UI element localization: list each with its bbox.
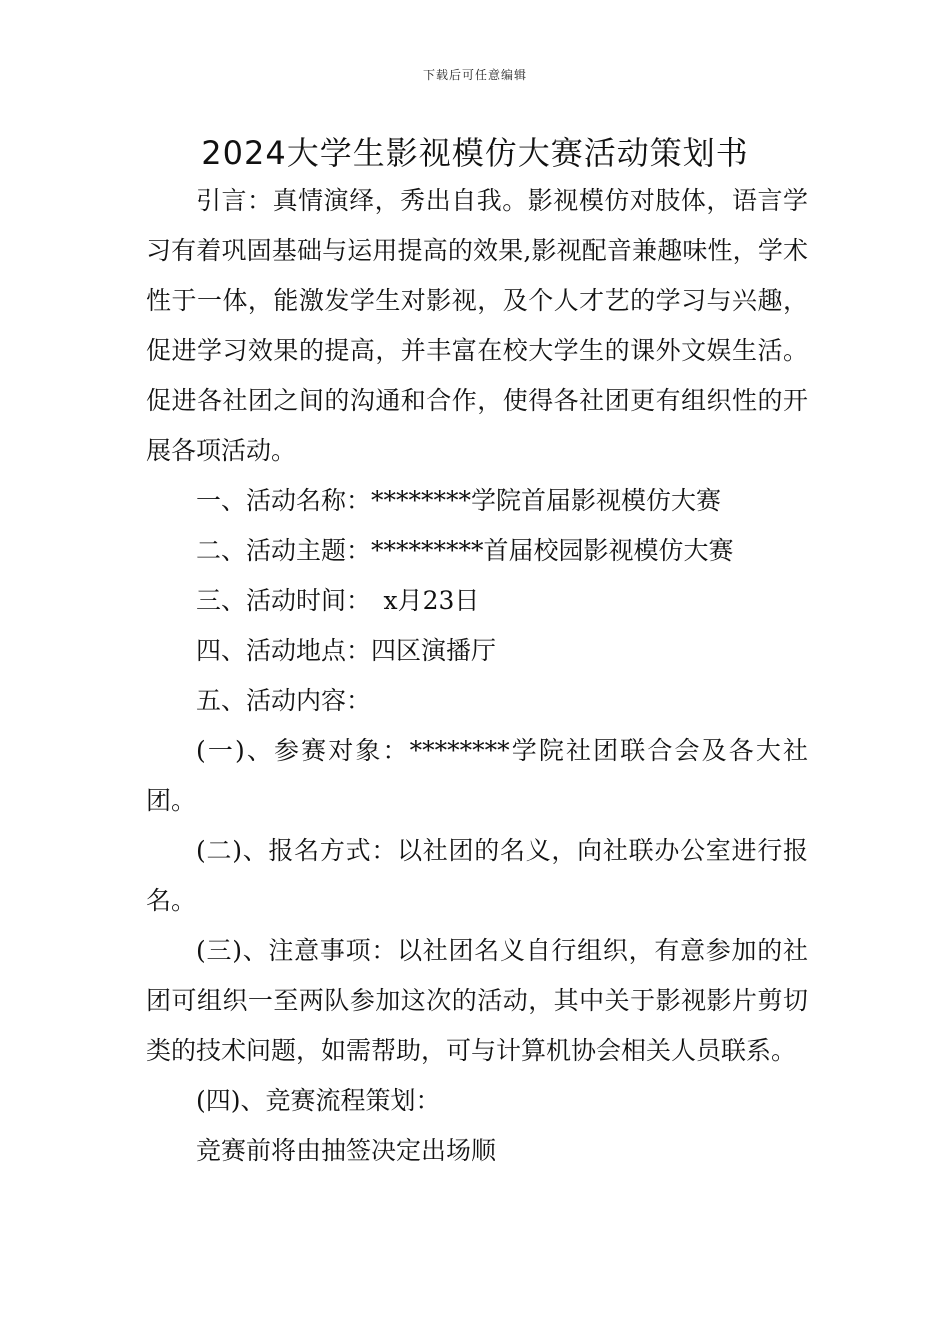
intro-paragraph: 引言：真情演绎，秀出自我。影视模仿对肢体，语言学习有着巩固基础与运用提高的效果,影视配音兼趣味性，学术性于一体，能激发学生对影视，及个人才艺的学习与兴趣，促进学习效果的提高，并丰富在校大学生的课外文娱生活。促进各社团之间的沟通和合作，使得各社团更有组织性的开展各项活动。 xyxy=(146,186,808,465)
item-activity-theme: 二、活动主题：*********首届校园影视模仿大赛 xyxy=(196,536,734,565)
sub-item-process: (四)、竞赛流程策划： xyxy=(196,1086,441,1115)
sub-item-participants: (一)、参赛对象：********学院社团联合会及各大社团。 xyxy=(146,736,808,815)
header-note: 下载后可任意编辑 xyxy=(422,68,527,82)
item-activity-time: 三、活动时间： x月23日 xyxy=(196,586,480,615)
document-title: 2024大学生影视模仿大赛活动策划书 xyxy=(201,134,749,172)
item-activity-location: 四、活动地点：四区演播厅 xyxy=(196,636,497,665)
item-activity-content: 五、活动内容： xyxy=(196,686,372,715)
closing-line: 竞赛前将由抽签决定出场顺 xyxy=(196,1136,497,1165)
sub-item-notes: (三)、注意事项：以社团名义自行组织，有意参加的社团可组织一至两队参加这次的活动，其中关于影视影片剪切类的技术问题，如需帮助，可与计算机协会相关人员联系。 xyxy=(146,936,808,1065)
item-activity-name: 一、活动名称：********学院首届影视模仿大赛 xyxy=(196,486,722,515)
sub-item-registration: (二)、报名方式：以社团的名义，向社联办公室进行报名。 xyxy=(146,836,808,915)
document-body xyxy=(146,176,808,1176)
